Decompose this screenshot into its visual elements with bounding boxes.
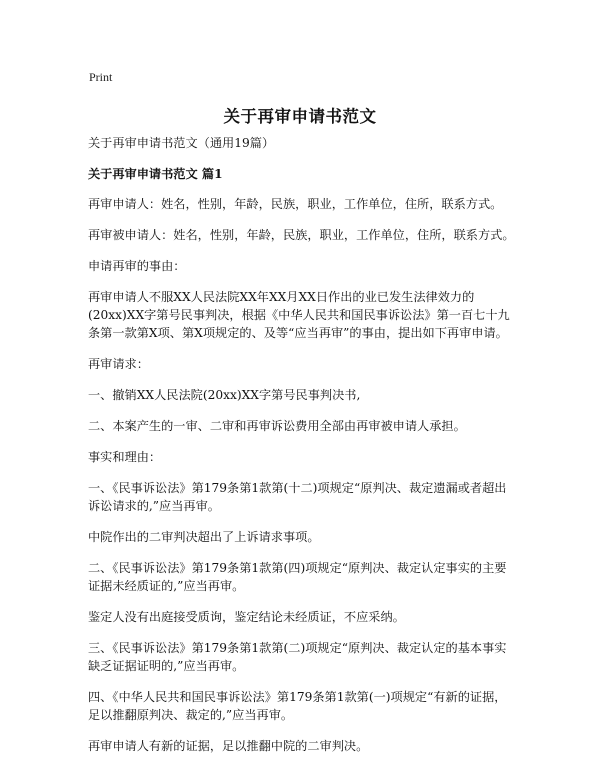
print-link[interactable]: Print [89, 70, 113, 84]
paragraph-reason-2: 二、《民事诉讼法》第179条第1款第(四)项规定“原判决、裁定认定事实的主要证据未经质证的,”应当再审。 [88, 561, 507, 593]
paragraph-reason-1: 一、《民事诉讼法》第179条第1款第(十二)项规定“原判决、裁定遗漏或者超出诉讼请求的,”应当再审。 [88, 481, 507, 513]
paragraph-reason-1-detail: 中院作出的二审判决超出了上诉请求事项。 [88, 530, 320, 544]
paragraph-requests-label: 再审请求： [88, 357, 149, 371]
paragraph-facts-label: 事实和理由： [88, 450, 162, 464]
paragraph-request-2: 二、本案产生的一审、二审和再审诉讼费用全部由再审被申请人承担。 [88, 419, 466, 433]
paragraph-respondent: 再审被申请人：姓名，性别，年龄，民族，职业，工作单位，住所，联系方式。 [88, 228, 515, 242]
paragraph-reason-4-detail: 再审申请人有新的证据，足以推翻中院的二审判决。 [88, 739, 369, 753]
page-title: 关于再审申请书范文 [223, 107, 377, 126]
paragraph-reason-4: 四、《中华人民共和国民事诉讼法》第179条第1款第(一)项规定“有新的证据，足以推翻原判决、裁定的,”应当再审。 [88, 690, 507, 722]
paragraph-applicant: 再审申请人：姓名，性别，年龄，民族，职业，工作单位，住所，联系方式。 [88, 197, 503, 211]
paragraph-reason-2-detail: 鉴定人没有出庭接受质询，鉴定结论未经质证，不应采纳。 [88, 610, 405, 624]
section-heading: 关于再审申请书范文 篇1 [88, 167, 223, 181]
paragraph-grounds: 再审申请人不服XX人民法院XX年XX月XX日作出的业已发生法律效力的(20xx)XX字第号民事判决，根据《中华人民共和国民事诉讼法》第一百七十九条第一款第X项、第X项规定的、及等“应当再审”的事由，提出如下再审申请。 [88, 290, 510, 340]
paragraph-reason-3: 三、《民事诉讼法》第179条第1款第(二)项规定“原判决、裁定认定的基本事实缺乏证据证明的,”应当再审。 [88, 641, 507, 673]
document-body [88, 134, 518, 768]
paragraph-grounds-label: 申请再审的事由： [88, 259, 186, 273]
paragraph-request-1: 一、撤销XX人民法院(20xx)XX字第号民事判决书, [88, 388, 361, 402]
document-subtitle: 关于再审申请书范文（通用19篇） [88, 136, 275, 150]
